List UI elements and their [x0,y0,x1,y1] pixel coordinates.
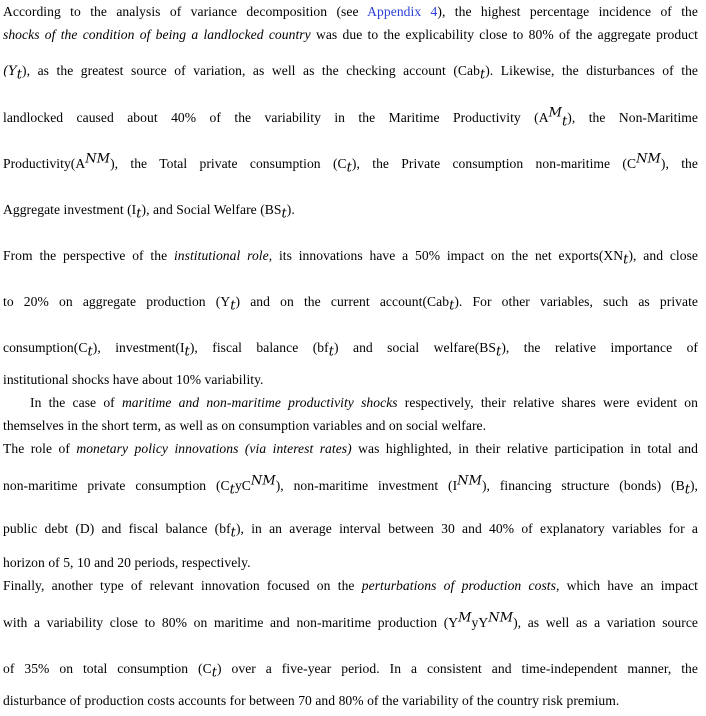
paragraph-2-line-3: $consumption(C_t)$, $investment(I_t)$, fiscal balance $(bf_t)$ and social $welfare(BS_t)$, the relative importance of [3,340,699,360]
paragraph-4-line-2: non-maritime private consumption $(C_tyC^{NM})$, non-maritime investment $(I^{NM})$, financing structure (bonds) $(B_t)$, [3,473,699,498]
paragraph-1-line-6: Aggregate investment $(I_t)$, and Social Welfare $(BS_t)$. [3,202,295,222]
paragraph-2-line-1: From the perspective of the institutional role, its innovations have a 50% impact on the net $exports(XN_t)$, and close [3,248,699,268]
paragraph-4-line-1: The role of monetary policy innovations (via interest rates) was highlighted, in their relative participation in total and [3,441,698,456]
paragraph-5-line-3: of 35% on total consumption $(C_t)$ over a five-year period. In a consistent and time-independent manner, the [3,661,698,681]
appendix-link[interactable]: Appendix 4 [367,4,438,19]
paragraph-5-line-2: with a variability close to 80% on maritime and non-maritime production $(Y^MyY^{NM})$, as well as a variation source [3,610,698,630]
paragraph-4-line-3: public debt (D) and fiscal balance $(bf_t)$, in an average interval between 30 and 40% of explanatory variables for a [3,521,698,541]
paragraph-3-line-1: In the case of maritime and non-maritime productivity shocks respectively, their relative shares were evident on [30,395,698,410]
paragraph-5-line-1: Finally, another type of relevant innovation focused on the perturbations of production costs, which have an impact [3,578,698,593]
paragraph-1-line-4: landlocked caused about 40% of the variability in the Maritime Productivity $(A^M_t)$, the Non-Maritime [3,105,698,130]
paragraph-4-line-4: horizon of 5, 10 and 20 periods, respectively. [3,555,251,570]
paragraph-1-line-2: shocks of the condition of being a landlocked country was due to the explicability close to 80% of the aggregate product [3,27,699,42]
paragraph-2-line-2: to 20% on aggregate production $(Y_t)$ and on the current account(Cab$_t$). For other variables, such as private [3,294,698,314]
paragraph-3-line-2: themselves in the short term, as well as on consumption variables and on social welfare. [3,418,487,433]
paragraph-1-line-1: According to the analysis of variance decomposition (see Appendix 4), the highest percentage incidence of the [3,4,698,19]
paragraph-1-line-3: $(Y_t)$, as the greatest source of variation, as well as the checking account (Cab$_t$). Likewise, the disturbances of the [3,63,698,83]
paragraph-1-line-5: $Productivity(A^{NM})$, the Total private consumption $(C_t)$, the Private consumption non-maritime $(C^{NM})$, the [3,151,698,176]
paragraph-2-line-4: institutional shocks have about 10% variability. [3,372,264,387]
paragraph-5-line-4: disturbance of production costs accounts for between 70 and 80% of the variability of the country risk premium. [3,693,620,708]
